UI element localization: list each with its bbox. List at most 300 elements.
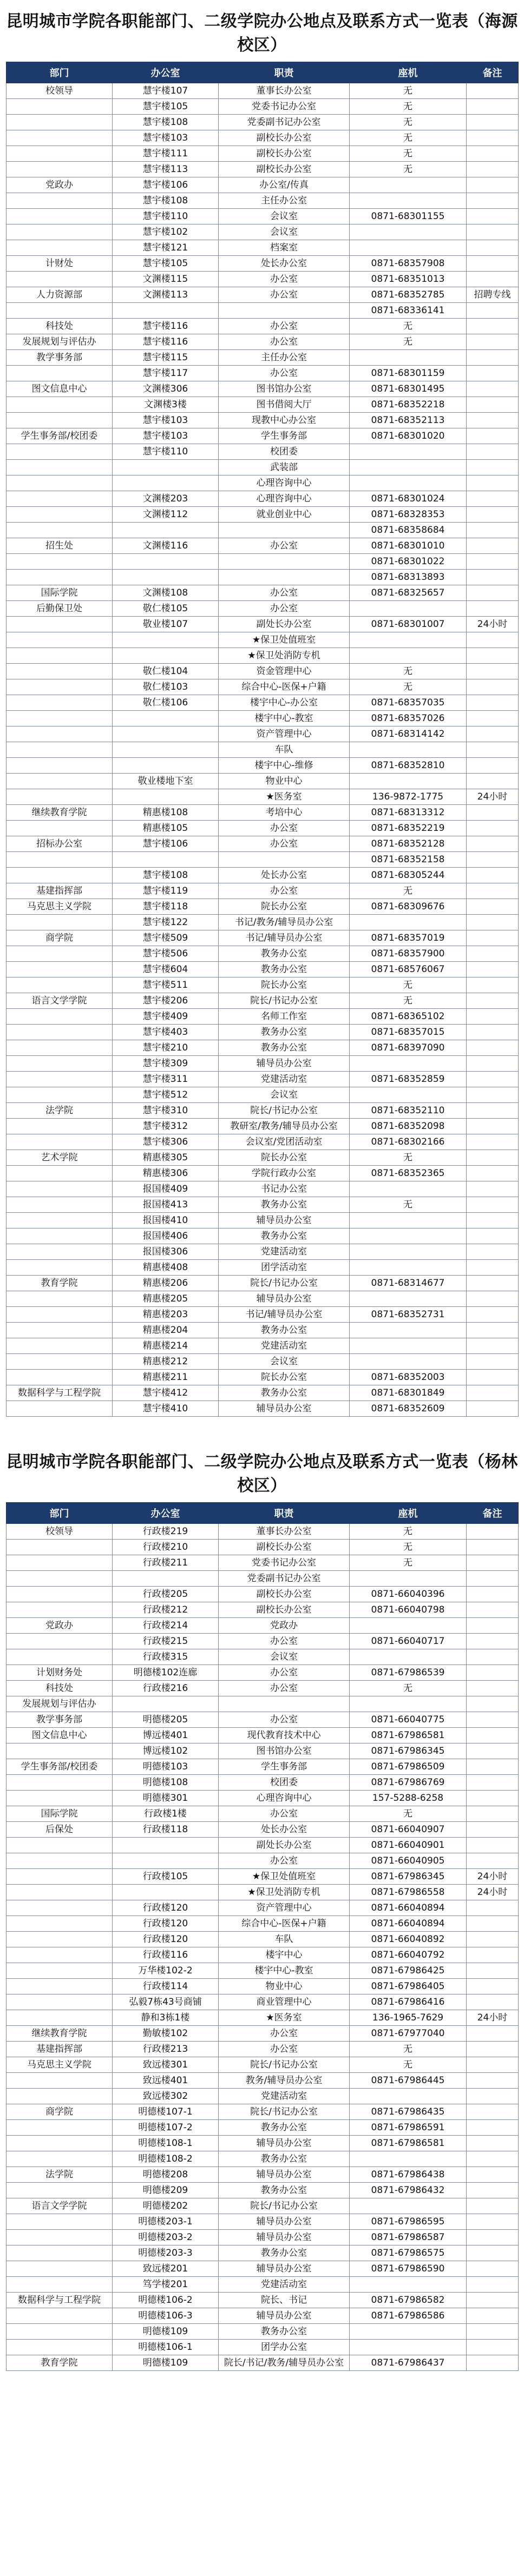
cell-phone: 0871-68301007 <box>350 617 467 632</box>
cell-office <box>113 1885 219 1900</box>
cell-duty: 办公室 <box>219 883 350 899</box>
cell-note <box>467 2198 519 2214</box>
cell-office: 慧宇楼108 <box>113 193 219 209</box>
table-row <box>6 1103 519 1119</box>
table-row <box>6 2136 519 2151</box>
cell-phone: 0871-68305244 <box>350 868 467 883</box>
cell-office: 行政楼120 <box>113 1932 219 1947</box>
table-row <box>6 444 519 460</box>
header-dept: 部门 <box>6 1503 113 1524</box>
cell-note <box>467 209 519 224</box>
cell-phone <box>350 1354 467 1370</box>
cell-phone: 0871-68352218 <box>350 397 467 413</box>
cell-note <box>467 774 519 789</box>
cell-dept: 发展规划与评估办 <box>6 1696 113 1712</box>
cell-office: 勤敏楼102 <box>113 2026 219 2042</box>
cell-dept: 图文信息中心 <box>6 1728 113 1743</box>
cell-office: 慧宇楼306 <box>113 1134 219 1150</box>
cell-duty: 辅导员办公室 <box>219 2214 350 2230</box>
cell-note <box>467 977 519 993</box>
cell-dept <box>6 1244 113 1260</box>
cell-dept <box>6 366 113 381</box>
table-header-row <box>6 62 519 83</box>
table-body <box>6 1524 519 2371</box>
header-office: 办公室 <box>113 1503 219 1524</box>
cell-phone: 0871-68352158 <box>350 852 467 868</box>
cell-note <box>467 538 519 554</box>
cell-duty: 资产管理中心 <box>219 726 350 742</box>
cell-dept <box>6 1947 113 1963</box>
cell-note <box>467 695 519 711</box>
cell-dept <box>6 2151 113 2167</box>
cell-phone: 0871-67986432 <box>350 2183 467 2198</box>
cell-phone: 0871-66040792 <box>350 1947 467 1963</box>
table-row <box>6 2293 519 2308</box>
cell-note <box>467 319 519 334</box>
cell-phone: 0871-68336141 <box>350 303 467 319</box>
cell-duty <box>219 1696 350 1712</box>
cell-office: 报国楼413 <box>113 1197 219 1213</box>
cell-duty: 副处长办公室 <box>219 617 350 632</box>
cell-note <box>467 1634 519 1649</box>
table-row <box>6 868 519 883</box>
cell-duty: 教务办公室 <box>219 2183 350 2198</box>
cell-dept: 马克思主义学院 <box>6 2057 113 2073</box>
cell-note <box>467 1354 519 1370</box>
cell-phone: 0871-68365102 <box>350 1009 467 1025</box>
cell-note <box>467 491 519 507</box>
cell-office: 致远楼401 <box>113 2073 219 2089</box>
cell-phone: 0871-68328353 <box>350 507 467 523</box>
cell-dept <box>6 146 113 162</box>
cell-note <box>467 1228 519 1244</box>
cell-office: 精惠楼211 <box>113 1370 219 1385</box>
cell-office: 慧宇楼117 <box>113 366 219 381</box>
cell-note <box>467 1181 519 1197</box>
cell-duty: 就业创业中心 <box>219 507 350 523</box>
cell-note <box>467 224 519 240</box>
cell-duty: 辅导员办公室 <box>219 1056 350 1072</box>
table-row <box>6 350 519 366</box>
table-row <box>6 883 519 899</box>
table-row <box>6 1244 519 1260</box>
cell-duty: 图书馆办公室 <box>219 381 350 397</box>
cell-office: 行政楼210 <box>113 1540 219 1555</box>
cell-phone: 无 <box>350 1524 467 1540</box>
cell-note: 24小时 <box>467 617 519 632</box>
table-row <box>6 1618 519 1634</box>
cell-dept <box>6 1900 113 1916</box>
cell-phone <box>350 224 467 240</box>
cell-phone: 0871-68309676 <box>350 899 467 915</box>
cell-note <box>467 2277 519 2293</box>
cell-dept <box>6 1571 113 1587</box>
cell-office: 文渊楼306 <box>113 381 219 397</box>
table-row <box>6 585 519 601</box>
table-row <box>6 758 519 774</box>
cell-duty: 心理咨询中心 <box>219 475 350 491</box>
cell-note <box>467 523 519 538</box>
cell-office: 慧宇楼409 <box>113 1009 219 1025</box>
cell-duty: 楼宇中心-教室 <box>219 1963 350 1979</box>
cell-office: 弘毅7栋43号商铺 <box>113 1994 219 2010</box>
cell-duty: 辅导员办公室 <box>219 2167 350 2183</box>
table-row <box>6 852 519 868</box>
cell-duty: 党建活动室 <box>219 2277 350 2293</box>
cell-office: 敬业楼地下室 <box>113 774 219 789</box>
cell-duty: 教务办公室 <box>219 1025 350 1040</box>
cell-office: 明德楼202 <box>113 2198 219 2214</box>
cell-duty: 办公室 <box>219 1634 350 1649</box>
header-dept: 部门 <box>6 62 113 83</box>
cell-phone: 0871-67986425 <box>350 1963 467 1979</box>
cell-duty: 党委副书记办公室 <box>219 115 350 130</box>
cell-dept <box>6 507 113 523</box>
cell-dept <box>6 2230 113 2245</box>
cell-note <box>467 852 519 868</box>
cell-dept <box>6 475 113 491</box>
table-row <box>6 193 519 209</box>
cell-duty: 辅导员办公室 <box>219 2136 350 2151</box>
cell-note <box>467 2230 519 2245</box>
cell-phone <box>350 1649 467 1665</box>
cell-dept <box>6 852 113 868</box>
table-row <box>6 1885 519 1900</box>
table-row <box>6 570 519 585</box>
cell-note <box>467 1649 519 1665</box>
table-row <box>6 1338 519 1354</box>
table-row <box>6 977 519 993</box>
table-row <box>6 1228 519 1244</box>
cell-phone: 0871-67986769 <box>350 1775 467 1791</box>
table-row <box>6 2230 519 2245</box>
cell-note <box>467 1072 519 1087</box>
cell-dept <box>6 272 113 287</box>
cell-office: 敬仁楼103 <box>113 679 219 695</box>
cell-duty: 楼宇中心-教室 <box>219 711 350 726</box>
cell-office: 慧宇楼604 <box>113 962 219 977</box>
cell-office: 明德楼203-3 <box>113 2245 219 2261</box>
cell-dept <box>6 1979 113 1994</box>
cell-duty: 副校长办公室 <box>219 162 350 177</box>
cell-office <box>113 523 219 538</box>
cell-note <box>467 1119 519 1134</box>
cell-dept <box>6 193 113 209</box>
cell-dept <box>6 679 113 695</box>
cell-duty: 办公室 <box>219 272 350 287</box>
cell-note <box>467 2104 519 2120</box>
table-row <box>6 554 519 570</box>
cell-phone <box>350 240 467 256</box>
cell-dept <box>6 1197 113 1213</box>
cell-phone: 0871-66040894 <box>350 1916 467 1932</box>
cell-dept <box>6 554 113 570</box>
cell-duty: 教务办公室 <box>219 2151 350 2167</box>
cell-office: 慧宇楼115 <box>113 350 219 366</box>
cell-phone: 0871-67986586 <box>350 2308 467 2324</box>
cell-phone: 0871-68352110 <box>350 1103 467 1119</box>
cell-dept <box>6 977 113 993</box>
cell-phone: 136-1965-7629 <box>350 2010 467 2026</box>
cell-note <box>467 1759 519 1775</box>
cell-dept <box>6 1963 113 1979</box>
cell-note <box>467 334 519 350</box>
cell-phone: 无 <box>350 993 467 1009</box>
cell-office: 慧宇楼403 <box>113 1025 219 1040</box>
table-row <box>6 821 519 836</box>
header-note: 备注 <box>467 1503 519 1524</box>
cell-phone <box>350 774 467 789</box>
table-row <box>6 2277 519 2293</box>
cell-duty <box>219 303 350 319</box>
table-row <box>6 1759 519 1775</box>
cell-note <box>467 2293 519 2308</box>
table-row <box>6 428 519 444</box>
cell-office: 报国楼409 <box>113 1181 219 1197</box>
cell-phone: 无 <box>350 1806 467 1822</box>
cell-duty: 办公室 <box>219 366 350 381</box>
cell-office: 慧宇楼106 <box>113 177 219 193</box>
table-row <box>6 1555 519 1571</box>
cell-phone: 0871-66040775 <box>350 1712 467 1728</box>
cell-duty <box>219 554 350 570</box>
cell-note <box>467 428 519 444</box>
cell-dept <box>6 1743 113 1759</box>
cell-note <box>467 1728 519 1743</box>
cell-dept <box>6 1555 113 1571</box>
cell-duty: 辅导员办公室 <box>219 2261 350 2277</box>
table-row <box>6 491 519 507</box>
cell-office <box>113 632 219 648</box>
cell-office: 精惠楼214 <box>113 1338 219 1354</box>
cell-note <box>467 570 519 585</box>
cell-duty: 院长办公室 <box>219 977 350 993</box>
cell-phone: 无 <box>350 115 467 130</box>
cell-office: 行政楼116 <box>113 1947 219 1963</box>
table-row <box>6 899 519 915</box>
cell-office: 博远楼102 <box>113 1743 219 1759</box>
cell-note <box>467 2261 519 2277</box>
cell-dept <box>6 1072 113 1087</box>
table-row <box>6 1385 519 1401</box>
cell-phone: 0871-68352003 <box>350 1370 467 1385</box>
cell-note <box>467 993 519 1009</box>
cell-office <box>113 758 219 774</box>
table-row <box>6 1571 519 1587</box>
cell-dept <box>6 2120 113 2136</box>
table-row <box>6 2324 519 2340</box>
cell-phone: 0871-68301155 <box>350 209 467 224</box>
cell-note <box>467 2073 519 2089</box>
cell-phone: 0871-67986587 <box>350 2230 467 2245</box>
table-row <box>6 1040 519 1056</box>
cell-note <box>467 2120 519 2136</box>
cell-dept: 继续教育学院 <box>6 805 113 821</box>
cell-note <box>467 1932 519 1947</box>
table-row <box>6 1540 519 1555</box>
cell-phone: 无 <box>350 146 467 162</box>
table-row <box>6 1587 519 1602</box>
cell-dept <box>6 726 113 742</box>
cell-dept <box>6 209 113 224</box>
cell-duty: 教务办公室 <box>219 2245 350 2261</box>
table-row <box>6 2340 519 2355</box>
cell-office: 行政楼105 <box>113 1869 219 1885</box>
cell-dept: 校领导 <box>6 1524 113 1540</box>
cell-note <box>467 1979 519 1994</box>
cell-phone: 0871-68352609 <box>350 1401 467 1417</box>
cell-phone: 无 <box>350 162 467 177</box>
cell-office: 慧宇楼103 <box>113 413 219 428</box>
table-row <box>6 774 519 789</box>
cell-duty: 物业中心 <box>219 1979 350 1994</box>
cell-dept <box>6 570 113 585</box>
cell-office: 慧宇楼113 <box>113 162 219 177</box>
cell-dept <box>6 1791 113 1806</box>
cell-phone: 0871-66040798 <box>350 1602 467 1618</box>
table-row <box>6 915 519 930</box>
cell-office: 明德楼107-2 <box>113 2120 219 2136</box>
cell-dept <box>6 1587 113 1602</box>
cell-dept <box>6 789 113 805</box>
table-row <box>6 601 519 617</box>
cell-office: 慧宇楼108 <box>113 868 219 883</box>
cell-note <box>467 1963 519 1979</box>
cell-dept <box>6 1009 113 1025</box>
cell-note <box>467 1571 519 1587</box>
cell-note <box>467 1307 519 1323</box>
cell-phone: 0871-68357900 <box>350 946 467 962</box>
cell-dept <box>6 1634 113 1649</box>
table-row <box>6 1370 519 1385</box>
table-row <box>6 1197 519 1213</box>
table-row <box>6 287 519 303</box>
cell-duty: 副校长办公室 <box>219 130 350 146</box>
cell-phone: 无 <box>350 1540 467 1555</box>
cell-office <box>113 475 219 491</box>
table-row <box>6 99 519 115</box>
cell-duty: ★保卫处值班室 <box>219 1869 350 1885</box>
cell-note <box>467 2042 519 2057</box>
table-row <box>6 1009 519 1025</box>
cell-office <box>113 303 219 319</box>
cell-phone: 0871-67977040 <box>350 2026 467 2042</box>
cell-note <box>467 2308 519 2324</box>
cell-duty <box>219 523 350 538</box>
cell-duty: 辅导员办公室 <box>219 1291 350 1307</box>
cell-note <box>467 1806 519 1822</box>
cell-note <box>467 350 519 366</box>
cell-phone: 无 <box>350 977 467 993</box>
cell-note <box>467 2026 519 2042</box>
cell-office: 精惠楼305 <box>113 1150 219 1166</box>
cell-note <box>467 1197 519 1213</box>
cell-phone: 无 <box>350 1150 467 1166</box>
cell-note <box>467 2214 519 2230</box>
cell-note <box>467 1025 519 1040</box>
table-row <box>6 177 519 193</box>
cell-office: 慧宇楼311 <box>113 1072 219 1087</box>
cell-dept <box>6 1087 113 1103</box>
cell-phone: 136-9872-1775 <box>350 789 467 805</box>
cell-duty: 辅导员办公室 <box>219 1401 350 1417</box>
cell-office: 慧宇楼310 <box>113 1103 219 1119</box>
cell-note <box>467 1681 519 1696</box>
cell-duty: 资金管理中心 <box>219 664 350 679</box>
cell-duty <box>219 852 350 868</box>
table-row <box>6 2057 519 2073</box>
cell-dept: 招标办公室 <box>6 836 113 852</box>
cell-note <box>467 726 519 742</box>
cell-duty: 董事长办公室 <box>219 83 350 99</box>
table-row <box>6 460 519 475</box>
cell-phone: 0871-68301849 <box>350 1385 467 1401</box>
cell-phone: 无 <box>350 83 467 99</box>
cell-dept: 计划财务处 <box>6 1665 113 1681</box>
table-row <box>6 930 519 946</box>
cell-phone: 0871-67986595 <box>350 2214 467 2230</box>
cell-office <box>113 852 219 868</box>
cell-office: 行政楼212 <box>113 1602 219 1618</box>
cell-note <box>467 130 519 146</box>
page-bottom <box>0 2371 524 2382</box>
cell-office: 明德楼108-1 <box>113 2136 219 2151</box>
cell-office: 明德楼107-1 <box>113 2104 219 2120</box>
table-row <box>6 1134 519 1150</box>
cell-duty: 党委副书记办公室 <box>219 1571 350 1587</box>
cell-note <box>467 601 519 617</box>
cell-duty: 教务办公室 <box>219 1040 350 1056</box>
cell-duty: 会议室 <box>219 1354 350 1370</box>
cell-phone <box>350 915 467 930</box>
table-row <box>6 1213 519 1228</box>
cell-duty: 办公室 <box>219 319 350 334</box>
header-phone: 座机 <box>350 62 467 83</box>
cell-duty: 院长/书记办公室 <box>219 1103 350 1119</box>
cell-dept <box>6 2136 113 2151</box>
cell-duty: 党建活动室 <box>219 2089 350 2104</box>
cell-dept <box>6 460 113 475</box>
cell-note <box>467 899 519 915</box>
cell-note <box>467 930 519 946</box>
cell-duty: 车队 <box>219 742 350 758</box>
cell-duty: 资产管理中心 <box>219 1900 350 1916</box>
cell-phone: 0871-67986435 <box>350 2104 467 2120</box>
cell-phone <box>350 1323 467 1338</box>
cell-dept: 法学院 <box>6 1103 113 1119</box>
table-row <box>6 1524 519 1540</box>
cell-duty <box>219 570 350 585</box>
cell-office: 文渊楼115 <box>113 272 219 287</box>
cell-dept <box>6 1119 113 1134</box>
table-row <box>6 1291 519 1307</box>
table-row <box>6 2151 519 2167</box>
cell-office: 慧宇楼106 <box>113 836 219 852</box>
table-row <box>6 1665 519 1681</box>
cell-duty: 教研室/教务/辅导员办公室 <box>219 1119 350 1134</box>
table-row <box>6 1822 519 1838</box>
cell-office: 慧宇楼105 <box>113 99 219 115</box>
cell-duty: 武装部 <box>219 460 350 475</box>
cell-dept <box>6 2183 113 2198</box>
cell-phone: 0871-67986582 <box>350 2293 467 2308</box>
cell-duty: 辅导员办公室 <box>219 1213 350 1228</box>
cell-phone: 0871-68314142 <box>350 726 467 742</box>
cell-dept <box>6 1994 113 2010</box>
cell-office: 行政楼1楼 <box>113 1806 219 1822</box>
table-row <box>6 1681 519 1696</box>
cell-note <box>467 821 519 836</box>
